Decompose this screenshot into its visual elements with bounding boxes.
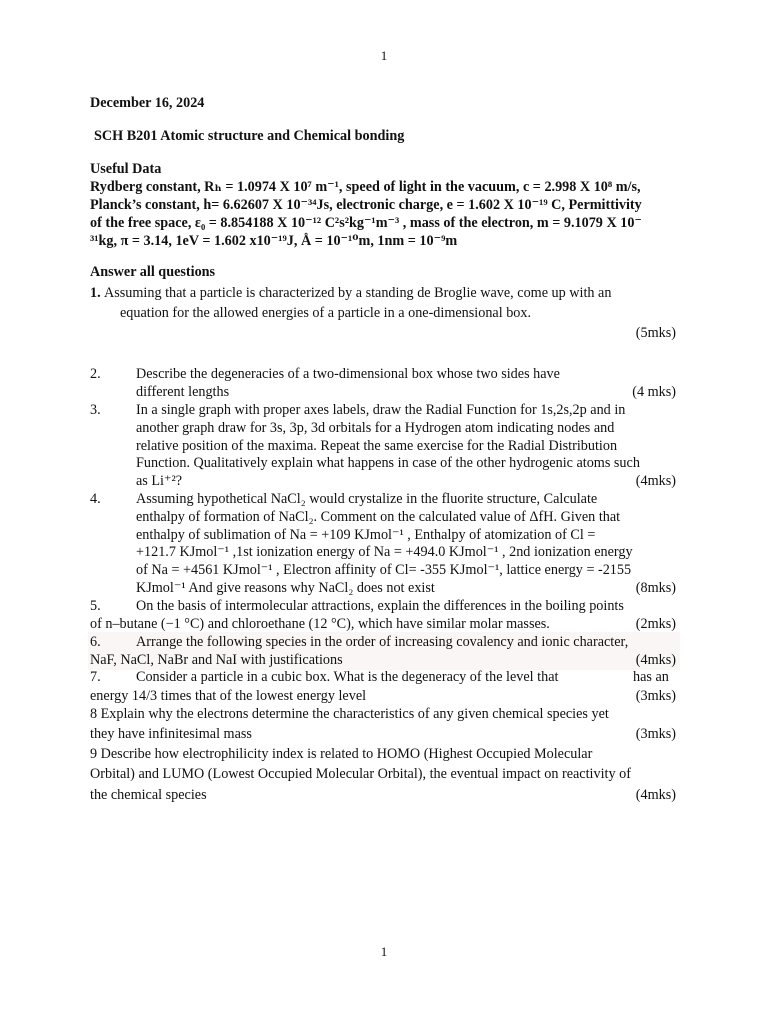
q2-text: Describe the degeneracies of a two-dimensional box whose two sides have different lengths (4 mks) bbox=[136, 366, 676, 400]
q7-marks: (3mks) bbox=[635, 688, 676, 704]
useful-data-line: Planck’s constant, h= 6.62607 X 10⁻³⁴Js, electronic charge, e = 1.602 X 10⁻¹⁹ C, Permittivity bbox=[90, 197, 642, 213]
q9-text: 9 Describe how electrophilicity index is related to HOMO (Highest Occupied Molecular bbox=[90, 746, 593, 762]
header-page-number: 1 bbox=[380, 48, 388, 63]
instructions: Answer all questions bbox=[90, 264, 216, 280]
q3-number: 3. bbox=[90, 402, 101, 418]
q3-marks: (4mks) bbox=[635, 473, 676, 490]
q1-number: 1. bbox=[90, 285, 101, 301]
q8-text: 8 Explain why the electrons determine the characteristics of any given chemical species yet bbox=[90, 706, 609, 722]
q4-number: 4. bbox=[90, 491, 101, 507]
useful-data-line: of the free space, ε₀ = 8.854188 X 10⁻¹² C²s²kg⁻¹m⁻³ , mass of the electron, m = 9.1079 X 10⁻ bbox=[90, 215, 642, 231]
q4-marks: (8mks) bbox=[635, 579, 676, 596]
q1-text: Assuming that a particle is characterized by a standing de Broglie wave, come up with an bbox=[104, 285, 612, 301]
exam-date: December 16, 2024 bbox=[90, 95, 205, 111]
q6-number: 6. bbox=[90, 634, 101, 650]
q8-marks: (3mks) bbox=[635, 726, 676, 742]
q9-marks: (4mks) bbox=[635, 787, 676, 803]
q7-text: Consider a particle in a cubic box. What is the degeneracy of the level that bbox=[136, 669, 559, 685]
q5-text: On the basis of intermolecular attractions, explain the differences in the boiling points bbox=[136, 598, 624, 614]
q3-text: In a single graph with proper axes labels, draw the Radial Function for 1s,2s,2p and in another graph draw for 3s, 3p, 3d orbitals for a Hydrogen atom indicating nodes and relative position of the maxima. Repeat the same exercise for the Radial Distribution Function. Qualitatively explain what happens in case of the other hydrogenic atoms such as Li⁺²? (4mks) bbox=[136, 402, 676, 490]
q2-number: 2. bbox=[90, 366, 101, 382]
q6-marks: (4mks) bbox=[635, 652, 676, 668]
footer-page-number: 1 bbox=[380, 944, 388, 959]
q7-number: 7. bbox=[90, 669, 101, 685]
useful-data-line: Rydberg constant, Rₕ = 1.0974 X 10⁷ m⁻¹, speed of light in the vacuum, c = 2.998 X 10⁸ m/s, bbox=[90, 179, 641, 195]
q1-text: equation for the allowed energies of a particle in a one-dimensional box. bbox=[120, 305, 532, 321]
q8-text: they have infinitesimal mass bbox=[90, 726, 252, 742]
q9-text: the chemical species bbox=[90, 787, 207, 803]
q7-text: energy 14/3 times that of the lowest energy level bbox=[90, 688, 367, 704]
useful-data-line: ³¹kg, π = 3.14, 1eV = 1.602 x10⁻¹⁹J, Å = 10⁻¹⁰m, 1nm = 10⁻⁹m bbox=[90, 233, 458, 249]
q9-text: Orbital) and LUMO (Lowest Occupied Molecular Orbital), the eventual impact on reactivity of bbox=[90, 766, 631, 782]
q6-text: NaF, NaCl, NaBr and NaI with justifications bbox=[90, 652, 343, 668]
q5-marks: (2mks) bbox=[635, 616, 676, 632]
q1-marks: (5mks) bbox=[635, 325, 676, 341]
q2-marks: (4 mks) bbox=[632, 383, 676, 400]
q7-text: has an bbox=[633, 669, 669, 685]
q6-text: Arrange the following species in the order of increasing covalency and ionic character, bbox=[136, 634, 629, 650]
useful-data-heading: Useful Data bbox=[90, 161, 162, 177]
q4-text: Assuming hypothetical NaCl₂ would crystalize in the fluorite structure, Calculate enthalpy of formation of NaCl₂. Comment on the calculated value of ΔfH. Given that enthalpy of sublimation of Na = +109 KJmol⁻¹ , Enthalpy of atomization of Cl = +121.7 KJmol⁻¹ ,1st ionization energy of Na = +494.0 KJmol⁻¹ , 2nd ionization energy of Na = +4561 KJmol⁻¹ , Electron affinity of Cl= -355 KJmol⁻¹, lattice energy = -2155 KJmol⁻¹ And give reasons why NaCl₂ does not exist (8mks) bbox=[136, 491, 676, 596]
q5-text: of n–butane (−1 °C) and chloroethane (12 °C), which have similar molar masses. bbox=[90, 616, 550, 632]
q5-number: 5. bbox=[90, 598, 101, 614]
course-title: SCH B201 Atomic structure and Chemical bonding bbox=[94, 128, 405, 144]
